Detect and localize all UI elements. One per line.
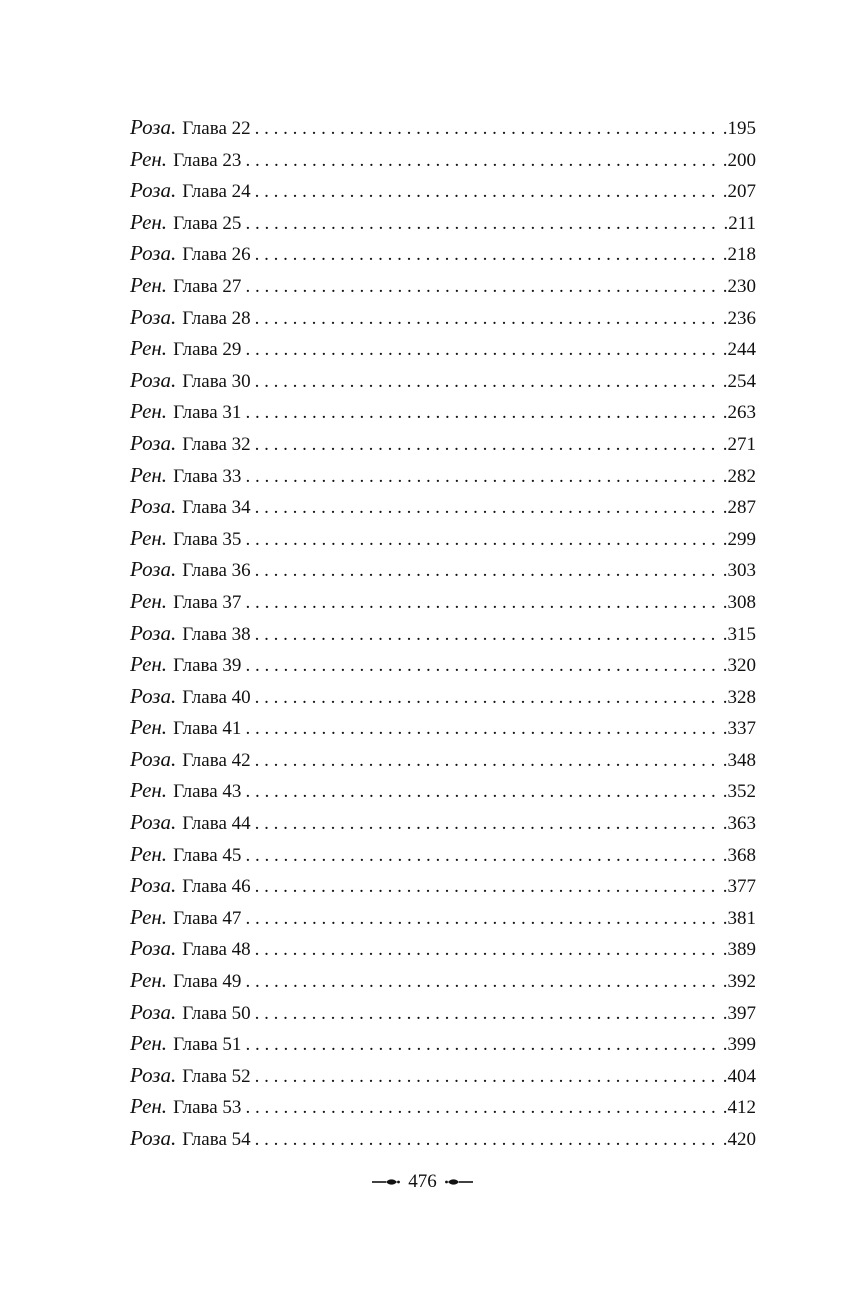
toc-entry-chapter: Глава 50 (182, 1002, 251, 1024)
toc-entry-page-number: .287 (722, 497, 756, 519)
toc-entry-page-number: .308 (722, 591, 756, 613)
toc-dot-leader (255, 176, 721, 208)
toc-entry-page-number: .389 (722, 939, 756, 961)
toc-entry-page-number: .271 (722, 433, 756, 455)
toc-entry-page-number: .195 (722, 118, 756, 139)
toc-entry-chapter: Глава 49 (173, 971, 242, 993)
toc-entry-chapter: Глава 54 (182, 1129, 251, 1150)
toc-entry (130, 365, 756, 397)
toc-entry-chapter: Глава 24 (182, 181, 251, 203)
toc-dot-leader (245, 271, 720, 303)
toc-entry (130, 1091, 756, 1123)
toc-entry-narrator: Роза. (130, 115, 177, 139)
toc-entry (130, 965, 756, 997)
toc-entry-narrator: Рен. (130, 1031, 168, 1056)
toc-entry-chapter: Глава 37 (173, 591, 242, 613)
toc-entry-narrator: Роза. (130, 304, 177, 329)
toc-dot-leader (245, 208, 721, 240)
toc-entry-chapter: Глава 47 (173, 907, 242, 929)
toc-entry-page-number: .381 (722, 907, 756, 929)
toc-dot-leader (245, 903, 720, 935)
toc-entry-chapter: Глава 53 (173, 1097, 242, 1119)
toc-entry-chapter: Глава 42 (182, 749, 251, 771)
toc-entry-chapter: Глава 40 (182, 686, 251, 708)
toc-entry-narrator: Рен. (130, 399, 168, 424)
toc-entry-page-number: .377 (722, 876, 756, 898)
toc-entry-narrator: Рен. (130, 525, 168, 550)
toc-entry (130, 997, 756, 1029)
toc-entry-chapter: Глава 25 (173, 212, 242, 234)
toc-dot-leader (255, 619, 721, 651)
toc-entry-narrator: Рен. (130, 841, 168, 866)
toc-entry-chapter: Глава 23 (173, 149, 242, 171)
toc-entry-chapter: Глава 29 (173, 339, 242, 361)
toc-entry-page-number: .363 (722, 813, 756, 835)
toc-entry-narrator: Рен. (130, 778, 168, 803)
toc-entry (130, 396, 756, 428)
toc-entry-chapter: Глава 28 (182, 307, 251, 329)
toc-entry-narrator: Рен. (130, 968, 168, 993)
toc-dot-leader (255, 1124, 721, 1156)
toc-entry-narrator: Роза. (130, 936, 177, 961)
toc-entry-page-number: .236 (722, 307, 756, 329)
toc-entry-chapter: Глава 34 (182, 497, 251, 519)
toc-entry-narrator: Роза. (130, 494, 177, 519)
toc-entry-chapter: Глава 36 (182, 560, 251, 582)
toc-entry-page-number: .207 (722, 181, 756, 203)
toc-entry (130, 302, 756, 334)
toc-entry-narrator: Рен. (130, 904, 168, 929)
toc-entry-page-number: .352 (722, 781, 756, 803)
toc-entry-chapter: Глава 46 (182, 876, 251, 898)
toc-entry (130, 554, 756, 586)
toc-entry-narrator: Роза. (130, 557, 177, 582)
toc-entry-chapter: Глава 32 (182, 433, 251, 455)
toc-entry-narrator: Рен. (130, 272, 168, 297)
toc-entry-chapter: Глава 52 (182, 1065, 251, 1087)
toc-entry-page-number: .320 (722, 655, 756, 677)
table-of-contents (130, 112, 756, 1155)
toc-dot-leader (245, 1029, 720, 1061)
toc-entry-chapter: Глава 51 (173, 1034, 242, 1056)
toc-entry-page-number: .412 (722, 1097, 756, 1119)
toc-entry-narrator: Роза. (130, 1126, 177, 1150)
toc-entry-chapter: Глава 39 (173, 655, 242, 677)
toc-entry-page-number: .392 (722, 971, 756, 993)
toc-entry-chapter: Глава 31 (173, 402, 242, 424)
toc-entry-narrator: Роза. (130, 873, 177, 898)
toc-entry-narrator: Рен. (130, 336, 168, 361)
toc-dot-leader (255, 1061, 721, 1093)
toc-dot-leader (255, 934, 721, 966)
right-ornament-icon (445, 1177, 473, 1187)
toc-dot-leader (245, 524, 720, 556)
toc-entry (130, 238, 756, 270)
toc-entry (130, 839, 756, 871)
toc-entry (130, 807, 756, 839)
toc-entry-page-number: .230 (722, 275, 756, 297)
toc-entry-narrator: Рен. (130, 652, 168, 677)
toc-entry-narrator: Рен. (130, 1094, 168, 1119)
toc-entry-narrator: Рен. (130, 209, 168, 234)
toc-entry-chapter: Глава 41 (173, 718, 242, 740)
toc-entry-page-number: .315 (722, 623, 756, 645)
toc-dot-leader (255, 682, 721, 714)
toc-entry-page-number: .368 (722, 844, 756, 866)
toc-entry (130, 1060, 756, 1092)
toc-entry-page-number: .254 (722, 370, 756, 392)
toc-entry-chapter: Глава 44 (182, 813, 251, 835)
toc-entry (130, 586, 756, 618)
toc-entry-narrator: Роза. (130, 810, 177, 835)
toc-dot-leader (245, 145, 720, 177)
toc-entry-chapter: Глава 26 (182, 244, 251, 266)
left-ornament-icon (372, 1177, 400, 1187)
toc-entry-page-number: .244 (722, 339, 756, 361)
toc-entry-page-number: .299 (722, 528, 756, 550)
toc-entry-narrator: Роза. (130, 241, 177, 266)
toc-dot-leader (245, 966, 720, 998)
toc-entry-page-number: .200 (722, 149, 756, 171)
toc-entry (130, 333, 756, 365)
toc-entry-page-number: .397 (722, 1002, 756, 1024)
toc-entry-narrator: Рен. (130, 146, 168, 171)
toc-entry (130, 775, 756, 807)
toc-dot-leader (255, 998, 721, 1030)
toc-entry (130, 649, 756, 681)
toc-entry-narrator: Рен. (130, 715, 168, 740)
toc-entry-narrator: Роза. (130, 683, 177, 708)
toc-entry-chapter: Глава 33 (173, 465, 242, 487)
toc-entry-chapter: Глава 45 (173, 844, 242, 866)
toc-entry (130, 460, 756, 492)
toc-entry (130, 1123, 756, 1155)
toc-dot-leader (255, 871, 721, 903)
toc-entry-chapter: Глава 43 (173, 781, 242, 803)
toc-entry-page-number: .218 (722, 244, 756, 266)
toc-entry-narrator: Роза. (130, 999, 177, 1024)
toc-entry-chapter: Глава 48 (182, 939, 251, 961)
toc-dot-leader (255, 303, 721, 335)
toc-entry-page-number: .404 (722, 1065, 756, 1087)
toc-dot-leader (255, 745, 721, 777)
page-footer (0, 1171, 845, 1193)
toc-dot-leader (255, 239, 721, 271)
toc-entry (130, 207, 756, 239)
toc-entry-narrator: Роза. (130, 1062, 177, 1087)
toc-dot-leader (255, 808, 721, 840)
toc-entry (130, 744, 756, 776)
toc-dot-leader (245, 461, 720, 493)
page-number: 476 (408, 1171, 437, 1192)
toc-dot-leader (255, 113, 721, 145)
toc-entry-narrator: Рен. (130, 462, 168, 487)
toc-entry (130, 270, 756, 302)
toc-entry (130, 112, 756, 144)
toc-entry-page-number: .399 (722, 1034, 756, 1056)
toc-entry (130, 902, 756, 934)
toc-entry (130, 523, 756, 555)
toc-entry-page-number: .303 (722, 560, 756, 582)
toc-entry (130, 933, 756, 965)
toc-entry-page-number: .337 (722, 718, 756, 740)
toc-entry-page-number: .211 (723, 212, 756, 234)
toc-dot-leader (245, 587, 720, 619)
toc-dot-leader (255, 429, 721, 461)
toc-dot-leader (245, 840, 720, 872)
toc-entry-page-number: .328 (722, 686, 756, 708)
toc-entry (130, 870, 756, 902)
toc-dot-leader (245, 1092, 720, 1124)
toc-entry-page-number: .282 (722, 465, 756, 487)
toc-entry-chapter: Глава 27 (173, 275, 242, 297)
toc-entry (130, 712, 756, 744)
toc-entry-page-number: .263 (722, 402, 756, 424)
toc-dot-leader (255, 555, 721, 587)
toc-dot-leader (245, 397, 720, 429)
toc-entry-narrator: Роза. (130, 178, 177, 203)
toc-dot-leader (245, 334, 720, 366)
toc-entry (130, 428, 756, 460)
toc-dot-leader (255, 366, 721, 398)
toc-entry-page-number: .348 (722, 749, 756, 771)
toc-entry-narrator: Роза. (130, 430, 177, 455)
toc-entry (130, 144, 756, 176)
toc-entry (130, 175, 756, 207)
toc-dot-leader (245, 776, 720, 808)
toc-entry (130, 1028, 756, 1060)
toc-entry-narrator: Роза. (130, 746, 177, 771)
toc-entry-narrator: Роза. (130, 620, 177, 645)
toc-entry-narrator: Роза. (130, 367, 177, 392)
toc-dot-leader (245, 713, 720, 745)
toc-entry (130, 618, 756, 650)
toc-entry-chapter: Глава 30 (182, 370, 251, 392)
toc-entry-chapter: Глава 38 (182, 623, 251, 645)
toc-entry (130, 491, 756, 523)
toc-entry-page-number: .420 (722, 1129, 756, 1150)
toc-dot-leader (245, 650, 720, 682)
toc-entry (130, 681, 756, 713)
toc-dot-leader (255, 492, 721, 524)
toc-entry-chapter: Глава 35 (173, 528, 242, 550)
toc-entry-narrator: Рен. (130, 588, 168, 613)
toc-entry-chapter: Глава 22 (182, 118, 251, 139)
